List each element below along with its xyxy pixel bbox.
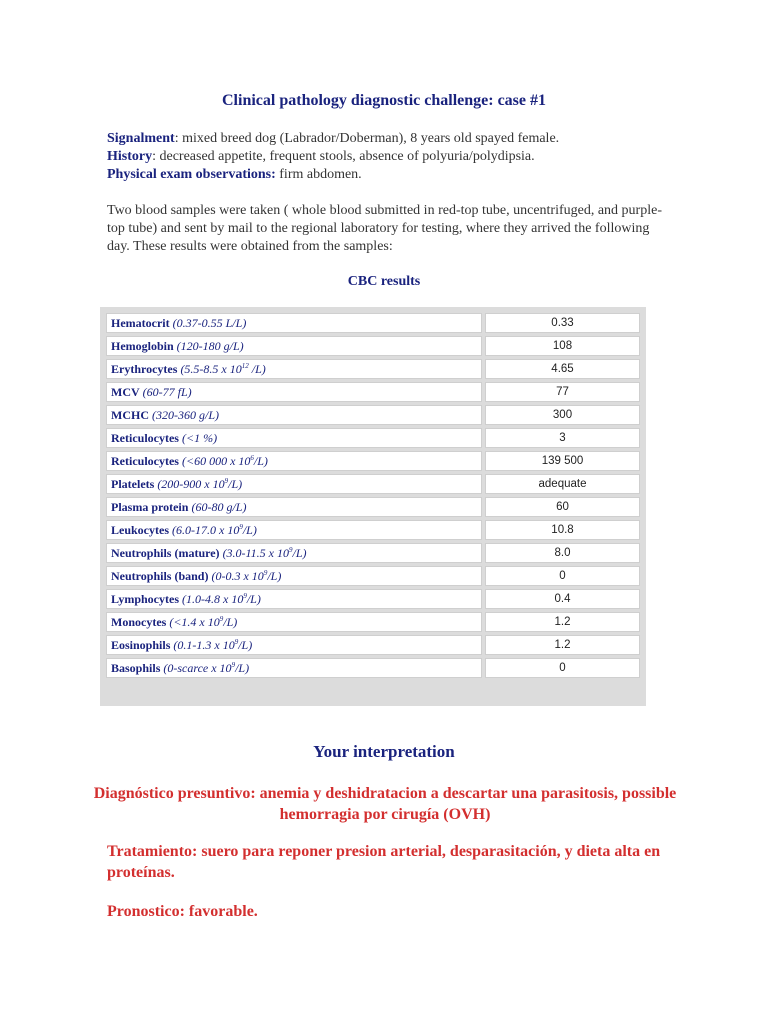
cbc-parameter-cell bbox=[106, 382, 482, 402]
cbc-value-cell: 4.65 bbox=[485, 359, 640, 379]
cbc-reference-range bbox=[169, 615, 237, 629]
cbc-range-exponent: 12 bbox=[241, 361, 249, 370]
cbc-range-unit: /L) bbox=[246, 591, 261, 606]
interpretation-title: Your interpretation bbox=[313, 742, 455, 761]
cbc-reference-range bbox=[180, 362, 265, 376]
cbc-reference-range bbox=[211, 569, 281, 583]
prognosis-text: Pronostico: favorable. bbox=[107, 903, 258, 920]
cbc-row bbox=[106, 520, 640, 540]
diagnosis-text: Diagnóstico presuntivo: anemia y deshidratacion a descartar una parasitosis, possible hemorragia por cirugía (OVH) bbox=[93, 785, 677, 823]
history-label: History bbox=[107, 149, 153, 164]
cbc-reference-range bbox=[182, 454, 268, 468]
physical-exam-label: Physical exam observations: bbox=[107, 167, 276, 182]
cbc-parameter-cell bbox=[106, 359, 482, 379]
cbc-range-unit: /L) bbox=[223, 614, 238, 629]
cbc-value-cell: 0 bbox=[485, 566, 640, 586]
cbc-row bbox=[106, 451, 640, 471]
history-sep: : bbox=[152, 149, 160, 164]
cbc-table bbox=[103, 310, 643, 681]
cbc-parameter-cell bbox=[106, 566, 482, 586]
cbc-row bbox=[106, 589, 640, 609]
cbc-row bbox=[106, 405, 640, 425]
cbc-range-text: (320-360 g/L) bbox=[152, 407, 219, 422]
signalment-label: Signalment bbox=[107, 131, 175, 146]
cbc-parameter-name: MCV bbox=[111, 384, 140, 399]
signalment-line bbox=[107, 130, 667, 148]
cbc-range-text: (6.0-17.0 x 10 bbox=[172, 522, 240, 537]
cbc-value-cell: adequate bbox=[485, 474, 640, 494]
treatment-text: Tratamiento: suero para reponer presion arterial, desparasitación, y dieta alta en proteínas. bbox=[107, 843, 661, 881]
cbc-range-unit: /L) bbox=[248, 361, 266, 376]
cbc-parameter-cell bbox=[106, 612, 482, 632]
cbc-reference-range bbox=[172, 523, 257, 537]
cbc-parameter-cell bbox=[106, 520, 482, 540]
cbc-reference-range bbox=[182, 592, 261, 606]
cbc-parameter-cell bbox=[106, 589, 482, 609]
cbc-value-cell: 139 500 bbox=[485, 451, 640, 471]
cbc-value-cell: 0 bbox=[485, 658, 640, 678]
cbc-parameter-name: Leukocytes bbox=[111, 522, 169, 537]
cbc-parameter-name: Plasma protein bbox=[111, 499, 189, 514]
cbc-reference-range bbox=[157, 477, 242, 491]
cbc-range-unit: /L) bbox=[292, 545, 307, 560]
cbc-value-cell: 60 bbox=[485, 497, 640, 517]
cbc-range-text: (200-900 x 10 bbox=[157, 476, 225, 491]
cbc-reference-range bbox=[152, 408, 219, 422]
cbc-value-cell: 77 bbox=[485, 382, 640, 402]
cbc-range-text: (0-0.3 x 10 bbox=[211, 568, 264, 583]
cbc-row bbox=[106, 382, 640, 402]
cbc-row bbox=[106, 612, 640, 632]
page-title: Clinical pathology diagnostic challenge: case #1 bbox=[222, 92, 546, 109]
cbc-range-exponent: 9 bbox=[239, 522, 243, 531]
cbc-range-unit: /L) bbox=[228, 476, 243, 491]
cbc-range-text: (60-77 fL) bbox=[142, 384, 192, 399]
cbc-row bbox=[106, 313, 640, 333]
cbc-parameter-cell bbox=[106, 658, 482, 678]
cbc-range-text: (1.0-4.8 x 10 bbox=[182, 591, 244, 606]
cbc-parameter-name: Hematocrit bbox=[111, 315, 170, 330]
cbc-range-exponent: 9 bbox=[289, 545, 293, 554]
cbc-parameter-cell bbox=[106, 313, 482, 333]
cbc-reference-range bbox=[223, 546, 307, 560]
cbc-value-cell: 300 bbox=[485, 405, 640, 425]
history-text: decreased appetite, frequent stools, absence of polyuria/polydipsia. bbox=[159, 149, 535, 164]
cbc-parameter-name: Monocytes bbox=[111, 614, 167, 629]
cbc-parameter-cell bbox=[106, 336, 482, 356]
cbc-row bbox=[106, 428, 640, 448]
cbc-row bbox=[106, 474, 640, 494]
cbc-parameter-name: Reticulocytes bbox=[111, 430, 179, 445]
cbc-parameter-cell bbox=[106, 497, 482, 517]
cbc-value-cell: 3 bbox=[485, 428, 640, 448]
cbc-range-text: (5.5-8.5 x 10 bbox=[180, 361, 242, 376]
cbc-title: CBC results bbox=[347, 274, 421, 289]
cbc-range-unit: /L) bbox=[267, 568, 282, 583]
intro-paragraph: Two blood samples were taken ( whole blood submitted in red-top tube, uncentrifuged, and purple-top tube) and sent by mail to the regional laboratory for testing, where they arrived the following day. These results were obtained from the samples: bbox=[107, 203, 662, 254]
cbc-range-exponent: 9 bbox=[219, 614, 224, 623]
cbc-range-unit: /L) bbox=[238, 637, 253, 652]
cbc-range-unit: /L) bbox=[242, 522, 257, 537]
cbc-range-exponent: 9 bbox=[243, 591, 247, 600]
cbc-row bbox=[106, 359, 640, 379]
cbc-range-exponent: 9 bbox=[234, 637, 239, 646]
history-line bbox=[107, 148, 667, 166]
cbc-reference-range bbox=[163, 661, 249, 675]
cbc-range-exponent: 9 bbox=[224, 476, 229, 485]
cbc-range-text: (0-scarce x 10 bbox=[163, 660, 232, 675]
cbc-range-text: (3.0-11.5 x 10 bbox=[222, 545, 289, 560]
cbc-reference-range bbox=[191, 500, 246, 514]
cbc-value-cell: 10.8 bbox=[485, 520, 640, 540]
cbc-range-text: (<60 000 x 10 bbox=[181, 453, 251, 468]
cbc-parameter-cell bbox=[106, 474, 482, 494]
cbc-parameter-cell bbox=[106, 451, 482, 471]
cbc-parameter-name: Hemoglobin bbox=[111, 338, 174, 353]
cbc-row bbox=[106, 635, 640, 655]
cbc-table-frame bbox=[100, 307, 646, 706]
cbc-range-exponent: 9 bbox=[231, 660, 236, 669]
cbc-reference-range bbox=[177, 339, 244, 353]
cbc-parameter-cell bbox=[106, 405, 482, 425]
cbc-range-exponent: 9 bbox=[263, 568, 268, 577]
cbc-range-text: (0.37-0.55 L/L) bbox=[172, 315, 247, 330]
cbc-reference-range bbox=[143, 385, 192, 399]
cbc-parameter-name: Platelets bbox=[111, 476, 155, 491]
cbc-range-text: (<1.4 x 10 bbox=[169, 614, 220, 629]
cbc-reference-range bbox=[182, 431, 217, 445]
cbc-parameter-name: MCHC bbox=[111, 407, 149, 422]
cbc-parameter-name: Lymphocytes bbox=[111, 591, 180, 606]
cbc-range-text: (60-80 g/L) bbox=[191, 499, 247, 514]
cbc-range-unit: /L) bbox=[253, 453, 268, 468]
cbc-parameter-name: Erythrocytes bbox=[111, 361, 178, 376]
physical-exam-line bbox=[107, 166, 667, 184]
cbc-reference-range bbox=[173, 638, 252, 652]
cbc-parameter-name: Neutrophils (band) bbox=[111, 568, 209, 583]
cbc-parameter-name: Eosinophils bbox=[111, 637, 171, 652]
cbc-row bbox=[106, 543, 640, 563]
cbc-range-text: (0.1-1.3 x 10 bbox=[173, 637, 235, 652]
cbc-row bbox=[106, 658, 640, 678]
cbc-range-unit: /L) bbox=[235, 660, 250, 675]
cbc-value-cell: 1.2 bbox=[485, 635, 640, 655]
physical-exam-text: firm abdomen. bbox=[275, 167, 362, 182]
cbc-parameter-name: Basophils bbox=[111, 660, 161, 675]
cbc-value-cell: 1.2 bbox=[485, 612, 640, 632]
cbc-parameter-cell bbox=[106, 543, 482, 563]
cbc-row bbox=[106, 497, 640, 517]
cbc-parameter-cell bbox=[106, 428, 482, 448]
cbc-row bbox=[106, 336, 640, 356]
cbc-parameter-name: Neutrophils (mature) bbox=[111, 545, 220, 560]
cbc-value-cell: 8.0 bbox=[485, 543, 640, 563]
cbc-value-cell: 0.33 bbox=[485, 313, 640, 333]
cbc-parameter-cell bbox=[106, 635, 482, 655]
cbc-parameter-name: Reticulocytes bbox=[111, 453, 179, 468]
cbc-range-text: (120-180 g/L) bbox=[176, 338, 244, 353]
cbc-range-exponent: 6 bbox=[250, 453, 254, 462]
cbc-range-text: (<1 %) bbox=[181, 430, 218, 445]
signalment-text: mixed breed dog (Labrador/Doberman), 8 years old spayed female. bbox=[182, 131, 560, 146]
signalment-sep: : bbox=[174, 131, 183, 146]
cbc-value-cell: 108 bbox=[485, 336, 640, 356]
case-info bbox=[107, 130, 667, 184]
cbc-reference-range bbox=[173, 316, 247, 330]
cbc-row bbox=[106, 566, 640, 586]
cbc-table-body bbox=[106, 313, 640, 678]
cbc-value-cell: 0.4 bbox=[485, 589, 640, 609]
